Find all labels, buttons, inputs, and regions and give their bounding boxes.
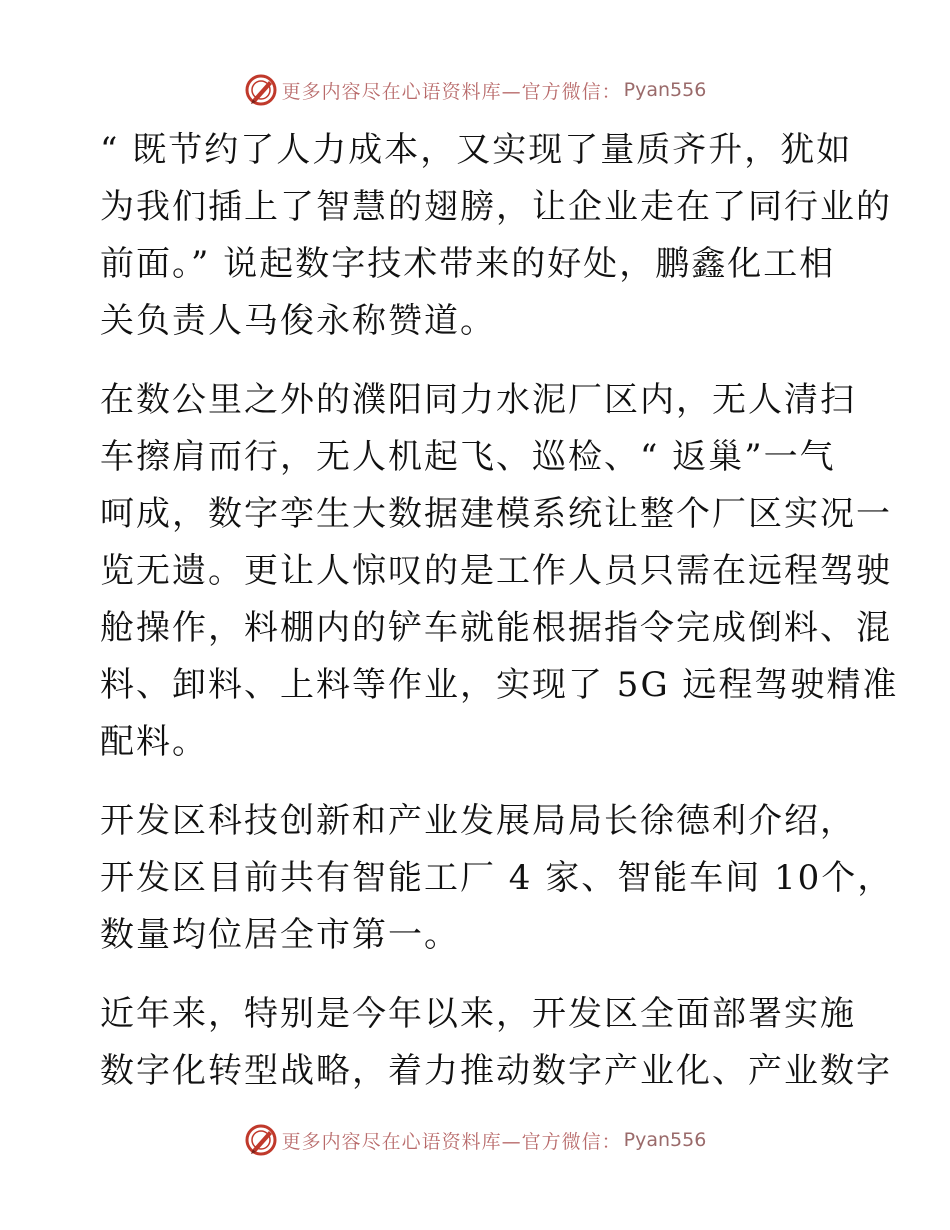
text-line: 前面。” 说起数字技术带来的好处，鹏鑫化工相	[100, 244, 836, 284]
paragraph	[100, 986, 892, 1100]
text-line: 近年来，特别是今年以来，开发区全面部署实施	[100, 994, 856, 1034]
watermark-handle-text: Pyan556	[623, 79, 707, 101]
text-line: 为我们插上了智慧的翅膀，让企业走在了同行业的	[100, 187, 892, 227]
watermark-lead-text: 更多内容尽在心语资料库—官方微信：	[281, 1130, 622, 1153]
watermark-lead-text: 更多内容尽在心语资料库—官方微信：	[281, 80, 622, 103]
text-line: 在数公里之外的濮阳同力水泥厂区内，无人清扫	[100, 380, 856, 420]
pen-logo-icon	[244, 1123, 278, 1157]
text-line: 舱操作，料棚内的铲车就能根据指令完成倒料、混	[100, 608, 892, 648]
text-line: 车擦肩而行，无人机起飞、巡检、“ 返巢”一气	[100, 437, 836, 477]
text-line: 料、卸料、上料等作业，实现了 5G 远程驾驶精准	[100, 665, 899, 705]
text-line: 数字化转型战略，着力推动数字产业化、产业数字	[100, 1051, 892, 1091]
text-line: 关负责人马俊永称赞道。	[100, 301, 496, 341]
paragraph	[100, 793, 894, 964]
watermark-handle-text: Pyan556	[623, 1129, 707, 1151]
pen-logo-icon	[244, 73, 278, 107]
header-watermark	[0, 70, 950, 110]
text-line: 览无遗。更让人惊叹的是工作人员只需在远程驾驶	[100, 551, 892, 591]
paragraph	[100, 122, 892, 350]
document-body	[100, 122, 899, 1100]
paragraph	[100, 372, 899, 771]
text-line: 数量均位居全市第一。	[100, 915, 460, 955]
text-line: 呵成，数字孪生大数据建模系统让整个厂区实况一	[100, 494, 892, 534]
text-line: 开发区科技创新和产业发展局局长徐德利介绍，	[100, 801, 856, 841]
text-line: “ 既节约了人力成本，又实现了量质齐升，犹如	[100, 130, 853, 170]
text-line: 配料。	[100, 722, 208, 762]
text-line: 开发区目前共有智能工厂 4 家、智能车间 10个，	[100, 858, 894, 898]
footer-watermark	[0, 1120, 950, 1160]
